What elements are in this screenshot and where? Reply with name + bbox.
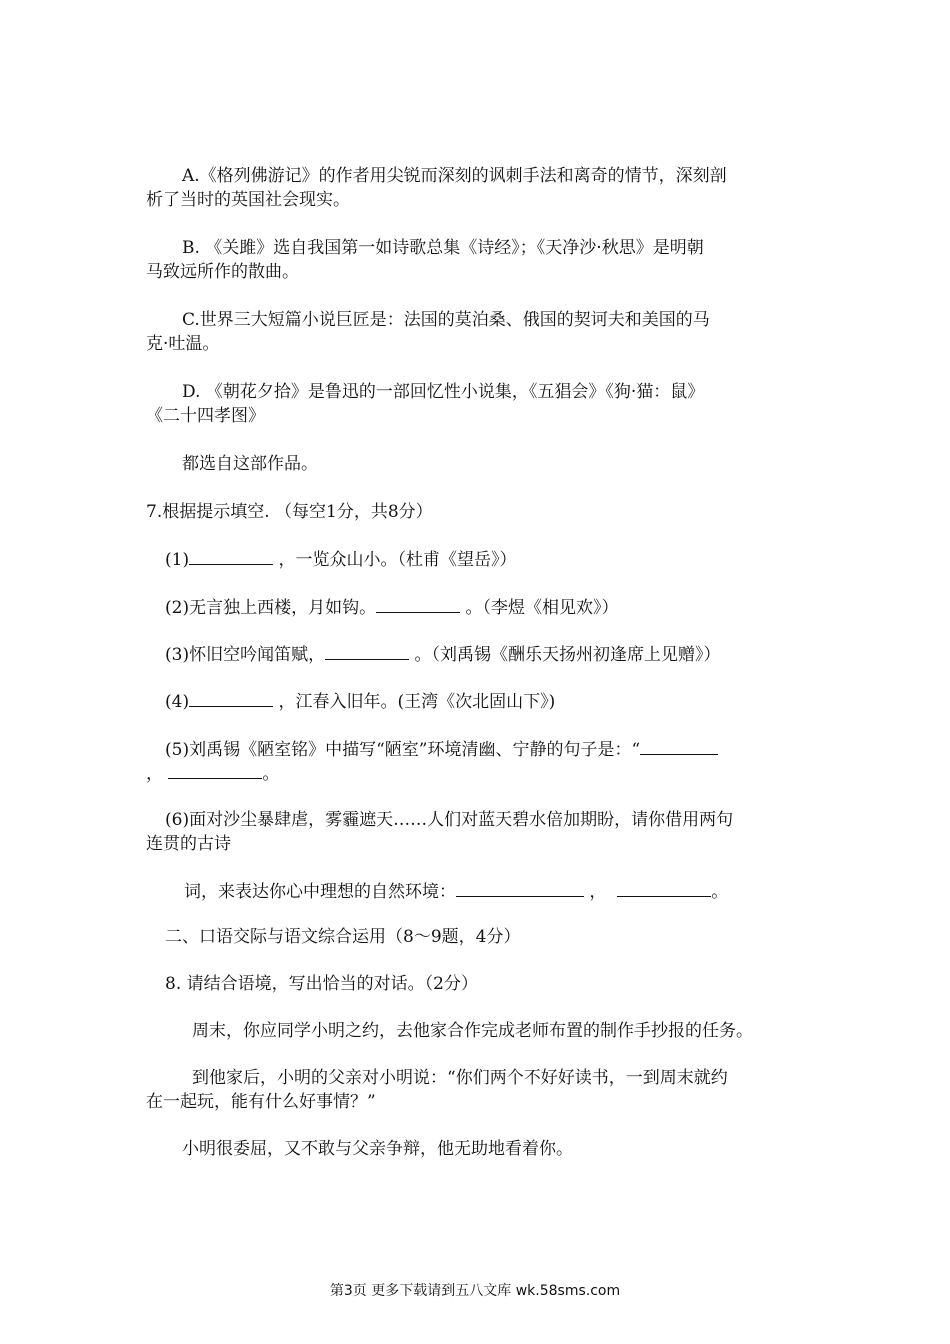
section-2-title: 二、口语交际与语文综合运用（8～9题，4分）: [165, 927, 521, 947]
q7-item-4: [165, 690, 555, 712]
option-b-line2: 马致远所作的散曲。: [146, 262, 299, 282]
q7-item-2: [165, 596, 619, 618]
option-c-line2: 克·吐温。: [146, 334, 220, 354]
q7-item-6-text: 词，来表达你心中理想的自然环境：: [184, 882, 456, 902]
q8-paragraph-2-line2: 在一起玩，能有什么好事情？”: [146, 1092, 376, 1112]
q7-item-1: [165, 548, 517, 570]
q7-item-3-prefix: (3)怀旧空吟闻笛赋，: [165, 645, 326, 665]
q7-item-4-suffix: ，江春入旧年。(王湾《次北固山下》): [278, 692, 556, 712]
q7-item-5-text: (5)刘禹锡《陋室铭》中描写“陋室”环境清幽、宁静的句子是：“: [165, 740, 641, 760]
q7-item-4-prefix: (4): [165, 692, 190, 712]
q8-paragraph-3: 小明很委屈，又不敢与父亲争辩，他无助地看着你。: [182, 1139, 573, 1159]
option-a-line1: A.《格列佛游记》的作者用尖锐而深刻的讽刺手法和离奇的情节，深刻剖: [182, 166, 727, 186]
q8-paragraph-1: 周末，你应同学小明之约，去他家合作完成老师布置的制作手抄报的任务。: [192, 1021, 753, 1041]
q7-item-6-end: 。: [711, 882, 729, 902]
q7-item-3-suffix: 。（刘禹锡《酬乐天扬州初逢席上见赠》）: [414, 645, 721, 665]
q7-item-6-blank-1[interactable]: [456, 880, 584, 897]
option-a-line2: 析了当时的英国社会现实。: [146, 190, 350, 210]
q7-item-5-line2: [146, 762, 279, 784]
q7-title: 7.根据提示填空. （每空1分，共8分）: [146, 502, 433, 522]
q7-item-5-blank-1[interactable]: [640, 738, 718, 755]
q7-item-1-blank[interactable]: [189, 548, 273, 565]
q7-item-2-blank[interactable]: [376, 596, 460, 613]
q7-item-6-line2: 连贯的古诗: [146, 834, 231, 854]
q7-item-6-blank-2[interactable]: [617, 880, 711, 897]
q7-item-2-suffix: 。（李煜《相见欢》）: [465, 598, 619, 618]
option-d-line3: 都选自这部作品。: [182, 454, 318, 474]
q7-item-4-blank[interactable]: [189, 690, 273, 707]
option-c-line1: C.世界三大短篇小说巨匠是：法国的莫泊桑、俄国的契诃夫和美国的马: [182, 310, 710, 330]
q7-item-6-line1: (6)面对沙尘暴肆虐，雾霾遮天……人们对蓝天碧水倍加期盼，请你借用两句: [165, 810, 734, 830]
q7-item-5-line1: [165, 738, 718, 760]
option-d-line1: D. 《朝花夕拾》是鲁迅的一部回忆性小说集，《五猖会》《狗·猫：鼠》: [182, 382, 705, 402]
option-d-line2: 《二十四孝图》: [146, 406, 265, 426]
q7-item-5-comma: ，: [146, 764, 163, 784]
q7-item-2-prefix: (2)无言独上西楼，月如钩。: [165, 598, 377, 618]
q8-paragraph-2-line1: 到他家后，小明的父亲对小明说：“你们两个不好好读书，一到周末就约: [192, 1068, 728, 1088]
q7-item-3-blank[interactable]: [325, 643, 409, 660]
q7-item-5-end: 。: [262, 764, 280, 784]
q7-item-1-suffix: ，一览众山小。（杜甫《望岳》）: [278, 550, 517, 570]
option-b-line1: B. 《关雎》选自我国第一如诗歌总集《诗经》；《天净沙·秋思》是明朝: [182, 238, 704, 258]
q7-item-3: [165, 643, 721, 665]
page-footer: 第3页 更多下载请到五八文库 wk.58sms.com: [329, 1283, 621, 1299]
q7-item-6-comma: ，: [589, 882, 607, 902]
q7-item-1-prefix: (1): [165, 550, 190, 570]
q7-item-5-blank-2[interactable]: [168, 762, 262, 779]
q8-title: 8. 请结合语境，写出恰当的对话。（2分）: [165, 974, 478, 994]
q7-item-6-line3: [184, 880, 728, 902]
